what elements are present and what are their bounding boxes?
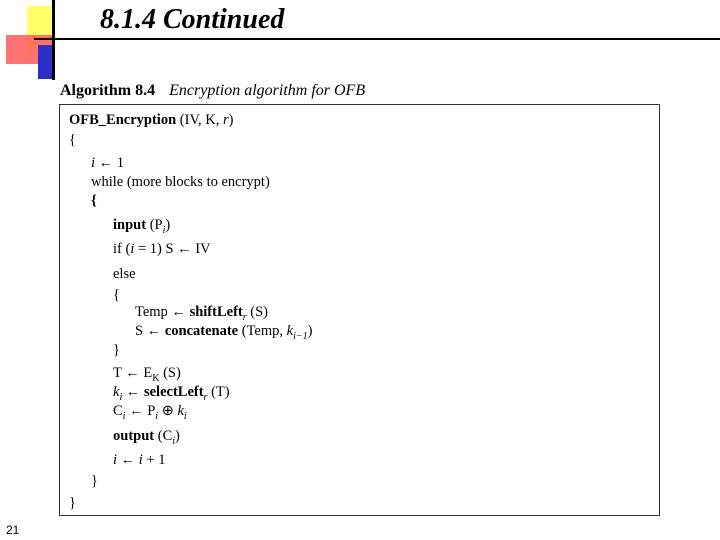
algo-subscript: i bbox=[122, 410, 126, 422]
algo-var: i bbox=[130, 241, 135, 257]
algo-subscript: i bbox=[162, 224, 166, 236]
algo-line-output bbox=[113, 427, 180, 451]
algo-line-while: while (more blocks to encrypt) bbox=[91, 174, 270, 190]
algo-var: i bbox=[91, 155, 96, 171]
algo-subscript: K bbox=[152, 372, 160, 384]
algo-var: k bbox=[286, 323, 294, 339]
algo-subscript: i−1 bbox=[293, 330, 308, 342]
algo-subscript: r bbox=[242, 311, 247, 323]
algo-line-signature bbox=[69, 111, 234, 129]
algo-line-else: else bbox=[113, 266, 136, 282]
algo-text: T ← E bbox=[113, 365, 153, 381]
algo-line-increment bbox=[113, 451, 166, 469]
algo-text: if ( bbox=[113, 241, 131, 257]
algo-text: (Temp, bbox=[238, 323, 287, 339]
algo-text: Temp ← bbox=[135, 304, 190, 320]
algo-line-init-i bbox=[91, 154, 124, 172]
algo-text: (S) bbox=[246, 304, 268, 320]
algo-function-name: OFB_Encryption bbox=[69, 112, 177, 128]
algo-text: + 1 bbox=[142, 452, 166, 468]
algo-text: (S) bbox=[159, 365, 181, 381]
algo-text: ← bbox=[117, 452, 139, 468]
algo-text: (C bbox=[154, 428, 173, 444]
algo-line-close-brace: } bbox=[69, 495, 76, 511]
page-number: 21 bbox=[6, 523, 20, 537]
algo-var: i bbox=[113, 452, 118, 468]
algo-text: ← P bbox=[125, 403, 156, 419]
algo-subscript: i bbox=[155, 410, 159, 422]
algo-text: { bbox=[91, 193, 97, 209]
algo-line-if bbox=[113, 240, 211, 258]
algo-text: (T) bbox=[207, 384, 230, 400]
algo-line-else-close: } bbox=[113, 342, 120, 358]
algo-text: ← bbox=[122, 384, 144, 400]
algo-line-else-brace: { bbox=[113, 287, 120, 303]
algo-keyword: selectLeft bbox=[143, 384, 204, 400]
algo-text: = 1) S ← IV bbox=[134, 241, 211, 257]
algo-text: S ← bbox=[135, 323, 165, 339]
algo-text: ) bbox=[165, 217, 171, 233]
algo-var: i bbox=[138, 452, 143, 468]
algo-line-while-brace bbox=[91, 192, 97, 210]
algo-function-args: (IV, K, bbox=[179, 112, 224, 128]
algorithm-caption-label: Algorithm 8.4 bbox=[60, 82, 156, 99]
algo-xor-operator: ⊕ bbox=[158, 403, 178, 419]
algorithm-caption bbox=[60, 82, 365, 100]
algo-text: C bbox=[113, 403, 123, 419]
algo-subscript: i bbox=[119, 391, 123, 403]
algorithm-caption-text: Encryption algorithm for OFB bbox=[169, 82, 366, 99]
algo-line-concatenate bbox=[135, 322, 312, 346]
algo-subscript: i bbox=[172, 435, 176, 447]
algo-subscript: i bbox=[183, 410, 187, 422]
algo-line-while-close: } bbox=[91, 473, 98, 489]
algorithm-box bbox=[59, 104, 660, 516]
algo-text: ) bbox=[175, 428, 180, 444]
slide-title: 8.1.4 Continued bbox=[100, 4, 285, 35]
algo-text: (P bbox=[146, 217, 163, 233]
algo-args-close: ) bbox=[228, 112, 234, 128]
algo-line-input bbox=[113, 216, 170, 240]
algo-keyword: shiftLeft bbox=[189, 304, 243, 320]
decor-vertical-line bbox=[52, 0, 55, 80]
algo-text: ← 1 bbox=[95, 155, 125, 171]
algo-arg-r: r bbox=[223, 112, 229, 128]
algo-keyword: concatenate bbox=[164, 323, 239, 339]
algo-keyword: input bbox=[113, 217, 147, 233]
algo-keyword: output bbox=[113, 428, 155, 444]
algo-line-xor bbox=[113, 402, 187, 426]
algo-subscript: r bbox=[203, 391, 208, 403]
algo-var: k bbox=[113, 384, 120, 400]
algo-text: ) bbox=[307, 323, 313, 339]
algo-var: k bbox=[177, 403, 184, 419]
decor-horizontal-line bbox=[34, 38, 720, 40]
algo-line-open-brace: { bbox=[69, 132, 76, 148]
